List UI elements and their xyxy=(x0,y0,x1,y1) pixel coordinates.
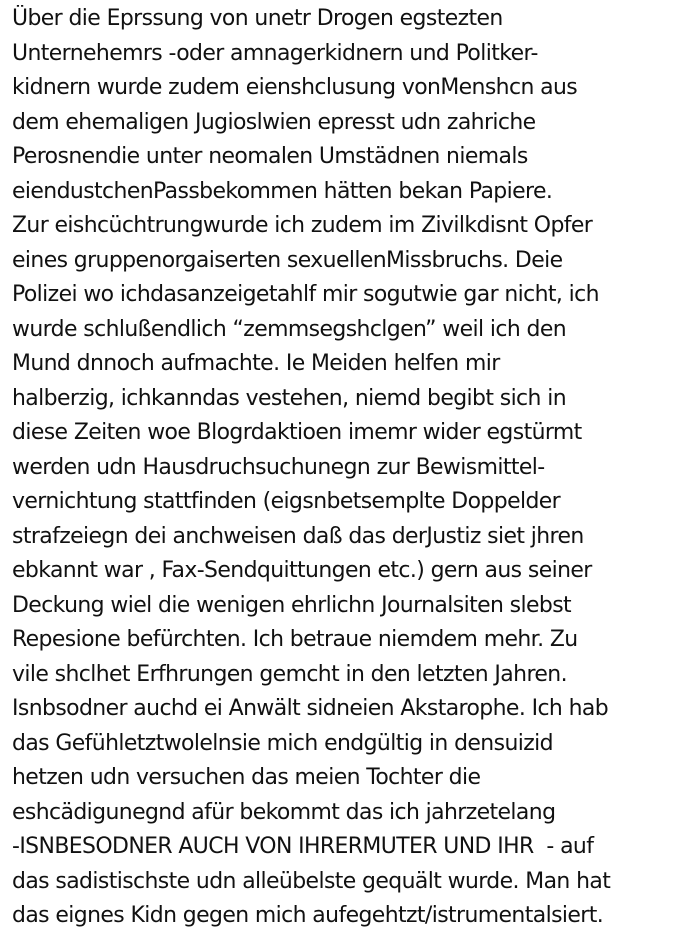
text-line: Polizei wo ichdasanzeigetahlf mir sogutwie gar nicht, ich xyxy=(12,282,599,307)
text-line: ebkannt war , Fax-Sendquittungen etc.) gern aus seiner xyxy=(12,558,592,583)
text-line: das eignes Kidn gegen mich aufegehtzt/istrumentalsiert. xyxy=(12,903,604,928)
text-line: hetzen udn versuchen das meien Tochter die xyxy=(12,765,481,790)
text-line: Mund dnnoch aufmachte. Ie Meiden helfen mir xyxy=(12,351,500,376)
text-line: diese Zeiten woe Blogrdaktioen imemr wider egstürmt xyxy=(12,420,582,445)
text-line: wurde schlußendlich “zemmsegshclgen” weil ich den xyxy=(12,316,567,342)
body-text xyxy=(12,2,682,934)
text-line: eiendustchenPassbekommen hätten bekan Papiere. xyxy=(12,178,553,204)
text-line: Unternehemrs -oder amnagerkidnern und Politker- xyxy=(12,40,538,66)
text-line: vile shclhet Erfhrungen gemcht in den letzten Jahren. xyxy=(12,661,567,687)
text-line: das Gefühletztwolelnsie mich endgültig in densuizid xyxy=(12,730,553,756)
text-line: dem ehemaligen Jugioslwien epresst udn zahriche xyxy=(12,109,536,135)
text-line: Perosnendie unter neomalen Umstädnen niemals xyxy=(12,144,528,169)
text-line: Zur eishcüchtrungwurde ich zudem im Zivilkdisnt Opfer xyxy=(12,213,593,238)
text-line: strafzeiegn dei anchweisen daß das derJustiz siet jhren xyxy=(12,523,584,549)
text-line: -ISNBESODNER AUCH VON IHRERMUTER UND IHR - auf xyxy=(12,834,594,859)
text-line: das sadistischste udn alleübelste gequält wurde. Man hat xyxy=(12,868,611,894)
text-line: Über die Eprssung von unetr Drogen egstezten xyxy=(12,6,503,31)
text-line: eines gruppenorgaiserten sexuellenMissbruchs. Deie xyxy=(12,247,563,273)
text-line: vernichtung stattfinden (eigsnbetsemplte Doppelder xyxy=(12,489,561,514)
text-line: eshcädigunegnd afür bekommt das ich jahrzetelang xyxy=(12,799,556,825)
text-line: Repesione befürchten. Ich betraue niemdem mehr. Zu xyxy=(12,627,578,652)
text-line: Isnbsodner auchd ei Anwält sidneien Akstarophe. Ich hab xyxy=(12,696,609,721)
text-line: Deckung wiel die wenigen ehrlichn Journalsiten slebst xyxy=(12,592,572,618)
text-line: kidnern wurde zudem eienshclusung vonMenshcn aus xyxy=(12,75,578,100)
text-line: halberzig, ichkanndas vestehen, niemd begibt sich in xyxy=(12,385,567,411)
text-line: werden udn Hausdruchsuchunegn zur Bewismittel- xyxy=(12,454,545,480)
